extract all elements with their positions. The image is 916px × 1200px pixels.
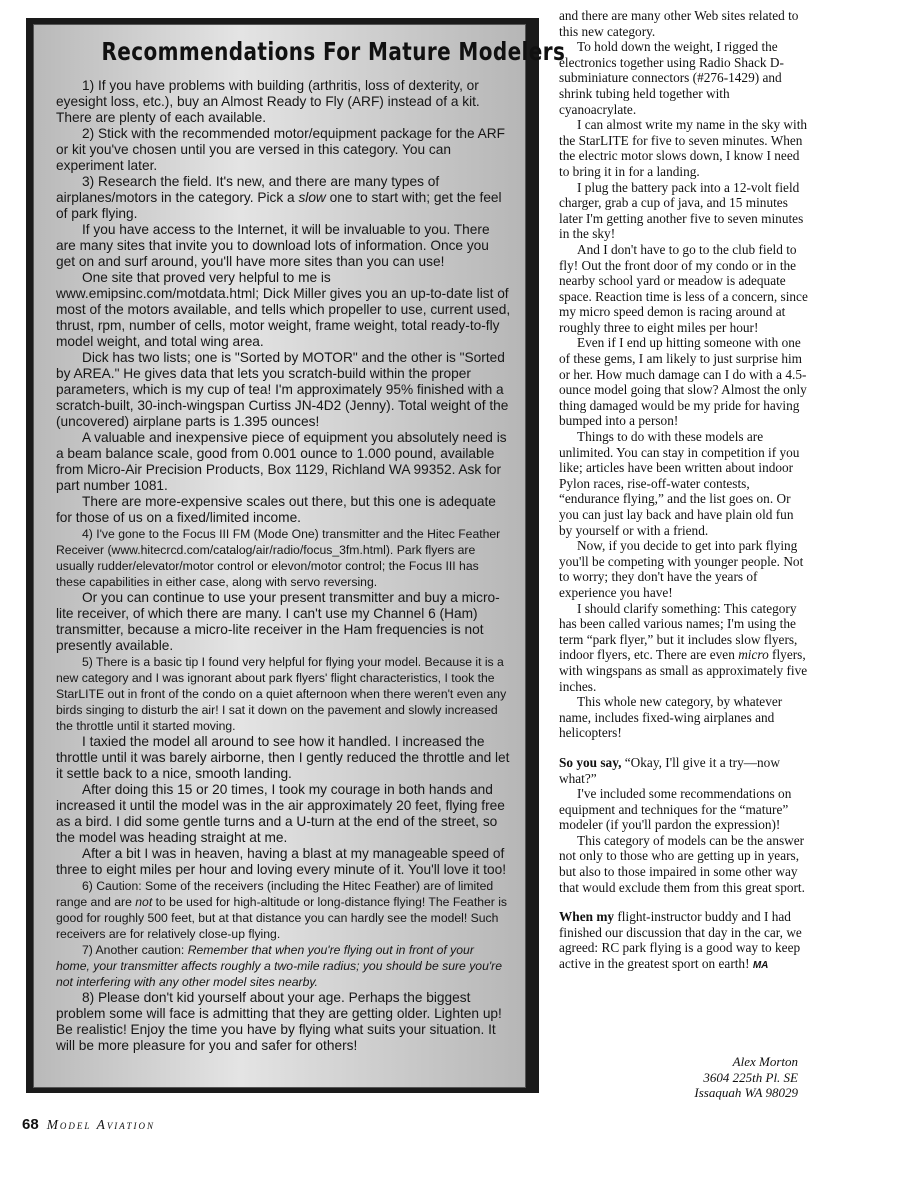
sidebar-paragraph: 8) Please don't kid yourself about your age. Perhaps the biggest problem some will face is admitting that they are getting older. Lighten up! Be realistic! Enjoy the time you have by flying what suits your situation. It will be more pleasure for you and safer for others! bbox=[56, 990, 502, 1053]
paragraph: To hold down the weight, I rigged the electronics together using Radio Shack D-subminiature connectors (#276-1429) and shrink tubing held together with cyanoacrylate. bbox=[559, 39, 784, 117]
paragraph: Even if I end up hitting someone with one of these gems, I am likely to just surprise him or her. How much damage can I do with a 4.5-ounce model going that slow? Almost the only thing damaged would be my pride for having bumped into a person! bbox=[559, 335, 807, 429]
sidebar-paragraph: A valuable and inexpensive piece of equipment you absolutely need is a beam balance scale, good from 0.001 ounce to 1.000 pound, available from Micro-Air Precision Products, Box 1129, Richland WA 99352. Ask for part number 1081. bbox=[56, 430, 507, 493]
paragraph: This whole new category, by whatever name, includes fixed-wing airplanes and helicopters! bbox=[559, 694, 783, 741]
sidebar-paragraph: 1) If you have problems with building (arthritis, loss of dexterity, or eyesight loss, etc.), buy an Almost Ready to Fly (ARF) instead of a kit. There are plenty of each available. bbox=[56, 78, 480, 125]
ma-logo-icon: MA bbox=[752, 960, 769, 972]
sidebar-paragraph: 7) Another caution: Remember that when you're flying out in front of your home, your transmitter affects roughly a two-mile radius; you should be sure you're not interfering with any other model sites nearby. bbox=[56, 943, 503, 989]
magazine-name: Model Aviation bbox=[46, 1117, 155, 1132]
sidebar-body bbox=[56, 78, 511, 1054]
author-signature bbox=[600, 1054, 798, 1101]
author-street: 3604 225th Pl. SE bbox=[703, 1069, 798, 1085]
paragraph: and there are many other Web sites related to this new category. bbox=[559, 8, 799, 39]
sidebar-paragraph: One site that proved very helpful to me is www.emipsinc.com/motdata.html; Dick Miller gives you an up-to-date list of most of the motors available, and tells which propeller to use, current used, thrust, rpm, number of cells, motor weight, frame weight, total ready-to-fly model weight, and total wing area. bbox=[56, 270, 511, 349]
sidebar-title: Recommendations For Mature Modelers bbox=[101, 37, 566, 66]
author-name: Alex Morton bbox=[732, 1054, 798, 1069]
sidebar-paragraph: 3) Research the field. It's new, and there are many types of airplanes/motors in the category. Pick a slow one to start with; get the feel of park flying. bbox=[56, 174, 502, 221]
sidebar-paragraph: After doing this 15 or 20 times, I took my courage in both hands and increased it until the model was in the air approximately 20 feet, flying free as a bird. I did some gentle turns and a U-turn at the end of the street, so the model was heading straight at me. bbox=[56, 782, 505, 845]
paragraph: So you say, “Okay, I'll give it a try—now what?” bbox=[559, 754, 780, 786]
paragraph: I've included some recommendations on equipment and techniques for the “mature” modeler (if you'll pardon the expression)! bbox=[559, 786, 792, 833]
sidebar-paragraph: I taxied the model all around to see how it handled. I increased the throttle until it was barely airborne, then I gently reduced the throttle and let it settle back to a nice, smooth landing. bbox=[56, 734, 510, 781]
paragraph: I should clarify something: This category has been called various names; I'm using the term “park flyer,” but it includes slow flyers, indoor flyers, etc. There are even micro flyers, with wingspans as small as approximately five inches. bbox=[559, 600, 808, 694]
paragraph: I can almost write my name in the sky with the StarLITE for five to seven minutes. When the electric motor slows down, I know I need to bring it in for a landing. bbox=[559, 117, 808, 179]
sidebar-paragraph: 6) Caution: Some of the receivers (including the Hitec Feather) are of limited range and are not to be used for high-altitude or long-distance flying! The Feather is good for roughly 500 feet, but at that distance you can hardly see the model! Such receivers are for relatively close-up flying. bbox=[56, 879, 508, 941]
recommendations-sidebar bbox=[33, 24, 566, 1088]
article-column bbox=[559, 8, 809, 974]
sidebar-paragraph: If you have access to the Internet, it will be invaluable to you. There are many sites that invite you to download lots of information. Once you get on and surf around, you'll have more sites than you can use! bbox=[56, 222, 490, 269]
sidebar-paragraph: 5) There is a basic tip I found very helpful for flying your model. Because it is a new category and I was ignorant about park flyers' flight characteristics, I took the StarLITE out in front of the condo on a quiet afternoon when there weren't even any birds singing to disturb the air! I sat it down on the pavement and slowly increased the throttle until it started moving. bbox=[56, 655, 507, 733]
page-number: 68 bbox=[22, 1116, 39, 1133]
sidebar-paragraph: 4) I've gone to the Focus III FM (Mode One) transmitter and the Hitec Feather Receiver (www.hitecrcd.com/catalog/air/radio/focus_3fm.html). Park flyers are usually rudder/elevator/motor control or elevon/motor control; the Focus III has these capabilities in either case, along with servo reversing. bbox=[56, 527, 501, 589]
sidebar-paragraph: After a bit I was in heaven, having a blast at my manageable speed of three to eight miles per hour and loving every minute of it. You'll love it too! bbox=[56, 846, 506, 877]
paragraph: I plug the battery pack into a 12-volt field charger, grab a cup of java, and 15 minutes later I'm getting another five to seven minutes in the sky! bbox=[559, 179, 804, 242]
sidebar-paragraph: There are more-expensive scales out there, but this one is adequate for those of us on a fixed/limited income. bbox=[56, 494, 496, 525]
paragraph: Things to do with these models are unlimited. You can stay in competition if you like; articles have been written about indoor Pylon races, rise-off-water contests, “endurance flying,” and the list goes on. Or you can just lay back and have plain old fun by yourself or with a friend. bbox=[559, 429, 800, 538]
sidebar-paragraph: 2) Stick with the recommended motor/equipment package for the ARF or kit you've chosen until you are versed in this category. You can experiment later. bbox=[56, 126, 505, 173]
page-footer bbox=[22, 1116, 155, 1134]
paragraph: And I don't have to go to the club field to fly! Out the front door of my condo or in the nearby school yard or meadow is adequate space. Reaction time is less of a concern, since my micro speed demon is racing around at roughly three to eight miles per hour! bbox=[559, 241, 808, 335]
paragraph: This category of models can be the answer not only to those who are getting up in years, but also to those impaired in some other way that would exclude them from this great sport. bbox=[559, 832, 805, 895]
paragraph: Now, if you decide to get into park flying you'll be competing with younger people. Not to worry; they don't have the years of experience you have! bbox=[559, 538, 804, 600]
author-city: Issaquah WA 98029 bbox=[694, 1085, 798, 1100]
sidebar-paragraph: Dick has two lists; one is "Sorted by MOTOR" and the other is "Sorted by AREA." He gives data that lets you scratch-build within the proper parameters, which is my cup of tea! I'm approximately 95% finished with a scratch-built, 30-inch-wingspan Curtiss JN-4D2 (Jenny). Total weight of the (uncovered) airplane parts is 1.395 ounces! bbox=[56, 350, 509, 429]
sidebar-paragraph: Or you can continue to use your present transmitter and buy a micro-lite receiver, of which there are many. I can't use my Channel 6 (Ham) transmitter, because a micro-lite receiver in the Ham frequencies is not presently available. bbox=[56, 590, 500, 653]
paragraph: When my flight-instructor buddy and I had finished our discussion that day in the car, we agreed: RC park flying is a good way to keep active in the greatest sport on earth! MA bbox=[559, 909, 802, 972]
